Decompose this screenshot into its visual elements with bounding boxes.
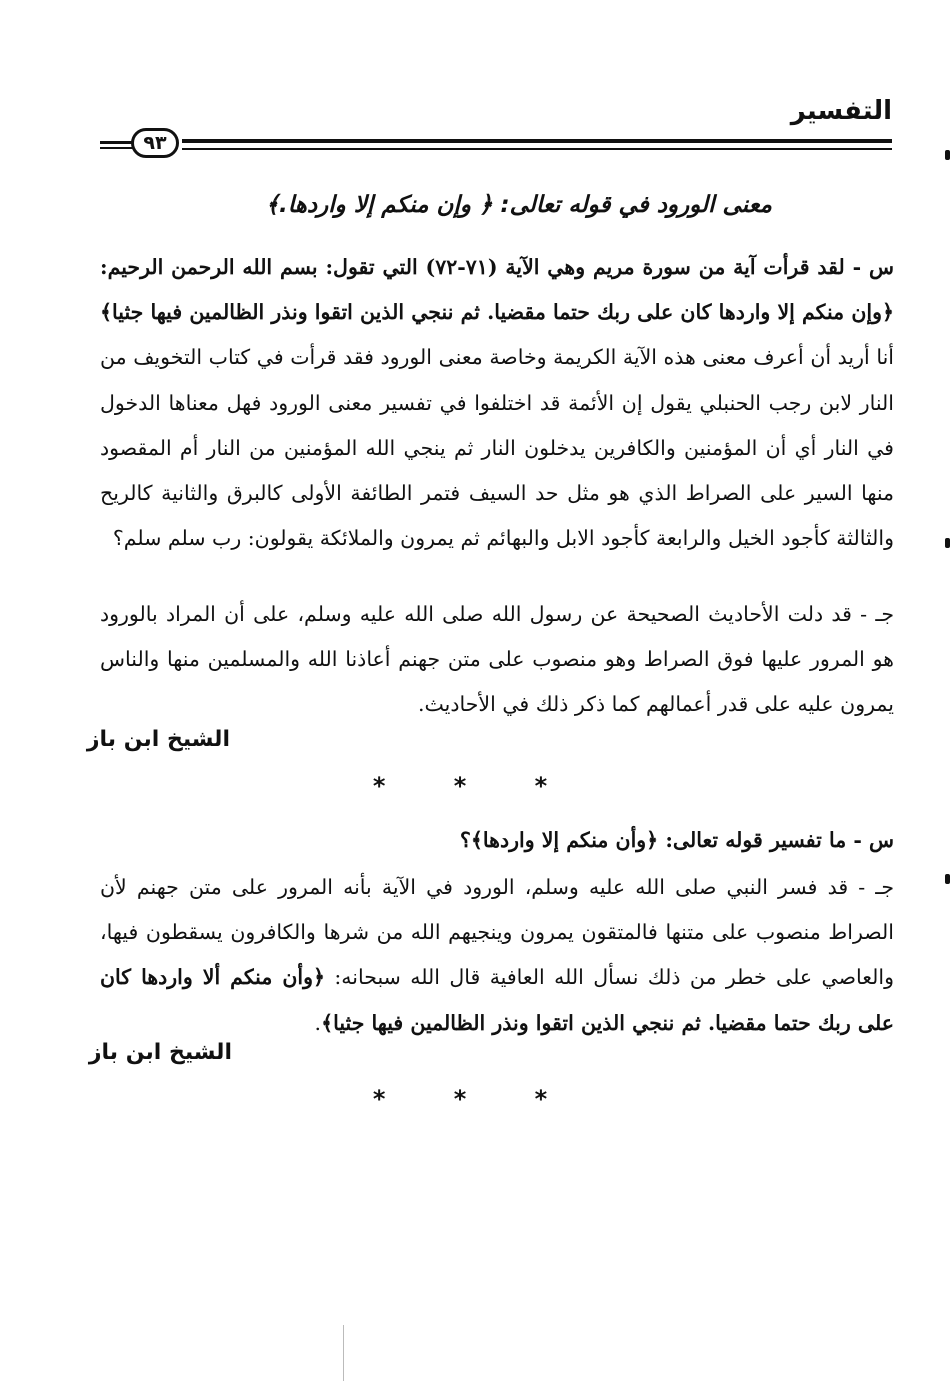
section-heading: معنى الورود في قوله تعالى: ﴿ وإن منكم إلا واردها.﴾ — [265, 192, 772, 218]
scan-edge-mark — [945, 874, 950, 884]
scan-edge-mark — [945, 538, 950, 548]
signature-2: الشيخ ابن باز — [88, 1040, 232, 1065]
answer-2 — [100, 865, 894, 1046]
question-1-body: أنا أريد أن أعرف معنى هذه الآية الكريمة وخاصة معنى الورود فقد قرأت في كتاب التخويف من النار لابن رجب الحنبلي يقول إن الأئمة قد اختلفوا في تفسير معنى الورود فهل معناها الدخول في النار أي أن المؤمنين والكافرين يدخلون النار ثم ينجي الله المؤمنين من النار أم المقصود منها السير على الصراط الذي هو مثل حد السيف فتمر الطائفة الأولى كالبرق والثانية كالريح والثالثة كأجود الخيل والرابعة كأجود الابل والبهائم ثم يمرون والملائكة يقولون: رب سلم سلم؟ — [100, 345, 894, 551]
running-title: التفسير — [790, 96, 892, 126]
question-2: س - ما تفسير قوله تعالى: ﴿وأن منكم إلا واردها﴾؟ — [460, 828, 894, 852]
separator-2: * * * — [372, 1085, 578, 1113]
header-rule — [182, 139, 892, 150]
answer-2-verse: ﴿وأن منكم ألا واردها كان على ربك حتما مقضيا. ثم ننجي الذين اتقوا ونذر الظالمين فيها جثيا﴾ — [100, 965, 894, 1035]
scan-edge-mark — [945, 150, 950, 160]
scan-artifact-line — [343, 1325, 344, 1381]
question-1-verse: س - لقد قرأت آية من سورة مريم وهي الآية (٧١-٧٢) التي تقول: بسم الله الرحمن الرحيم: ﴿وإن منكم إلا واردها كان على ربك حتما مقضيا. ثم ننجي الذين اتقوا ونذر الظالمين فيها جثيا﴾ — [100, 255, 894, 325]
answer-2-end: . — [314, 1010, 322, 1035]
answer-1: جـ - قد دلت الأحاديث الصحيحة عن رسول الله صلى الله عليه وسلم، على أن المراد بالورود هو المرور عليها فوق الصراط وهو منصوب على متن جهنم أعاذنا الله والمسلمين منها والناس يمرون عليه على قدر أعمالهم كما ذكر ذلك في الأحاديث. — [100, 602, 894, 717]
signature-1: الشيخ ابن باز — [86, 727, 230, 752]
separator-1: * * * — [372, 772, 578, 800]
answer-2-text: جـ - قد فسر النبي صلى الله عليه وسلم، الورود في الآية بأنه المرور على متن جهنم لأن الصراط منصوب على متنها فالمتقون يمرون وينجيهم الله من شرها والكافرون يسقطون فيها، والعاصي على خطر من ذلك نسأل الله العافية قال الله سبحانه: — [100, 875, 894, 990]
question-1 — [100, 245, 894, 561]
page-number: ٩٣ — [131, 128, 179, 158]
